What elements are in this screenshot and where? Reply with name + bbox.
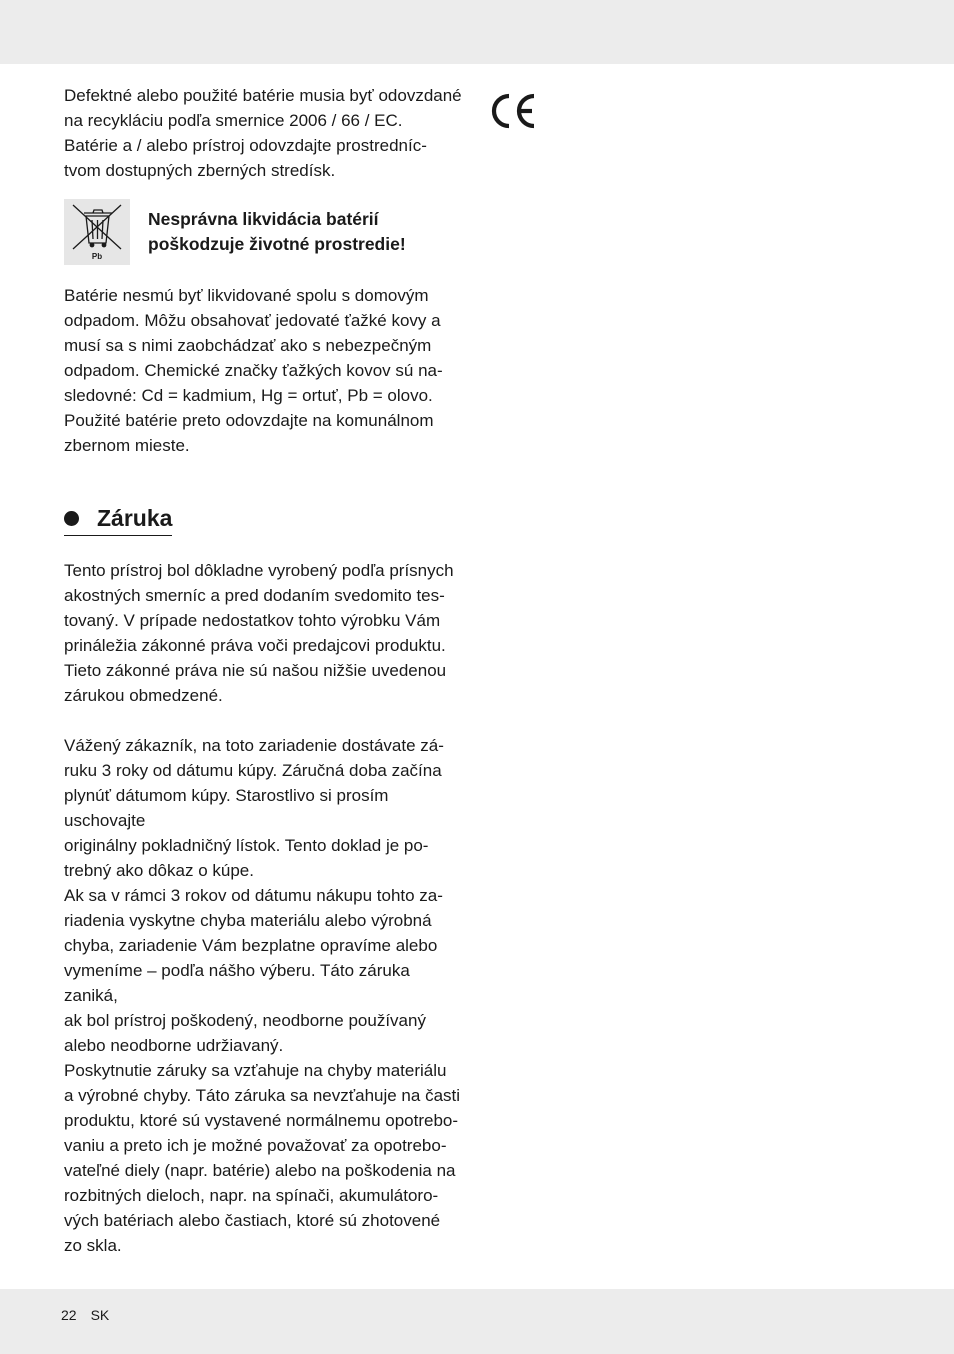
battery-warning-text: Nesprávna likvidácia batérií poškodzuje životné prostredie! <box>148 209 406 254</box>
warranty-paragraph-3: Ak sa v rámci 3 rokov od dátumu nákupu tohto za- riadenia vyskytne chyba materiálu alebo výrobná chyba, zariadenie Vám bezplatne opravíme alebo vymeníme – podľa nášho výberu. Táto záruka zaniká, ak bol prístroj poškodený, neodborne používaný alebo neodborne udržiavaný. <box>64 886 443 1055</box>
warranty-paragraph-1: Tento prístroj bol dôkladne vyrobený podľa prísnych akostných smerníc a pred dodaním svedomito tes- tovaný. V prípade nedostatkov tohto výrobku Vám prináležia zákonné práva voči predajcovi produktu. Tieto zákonné práva nie sú našou nižšie uvedenou zárukou obmedzené. <box>64 561 454 705</box>
page-number: 22 <box>61 1307 77 1323</box>
top-band <box>0 0 954 64</box>
page-footer <box>61 1305 123 1325</box>
warranty-paragraph-2: Vážený zákazník, na toto zariadenie dostávate zá- ruku 3 roky od dátumu kúpy. Záručná doba začína plynúť dátumom kúpy. Starostlivo si prosím uschovajte originálny pokladničný lístok. Tento doklad je po- trebný ako dôkaz o kúpe. <box>64 736 444 880</box>
warranty-heading-text: Záruka <box>97 505 173 531</box>
crossed-out-bin-icon <box>64 199 130 265</box>
language-code: SK <box>90 1307 110 1323</box>
bottom-band <box>0 1289 954 1354</box>
ce-mark-icon <box>488 92 538 130</box>
battery-paragraph-1: Defektné alebo použité batérie musia byť odovzdané na recykláciu podľa smernice 2006 / 66 / EC. Batérie a / alebo prístroj odovzdajte prostredníc- tvom dostupných zberných stredísk. <box>64 86 462 180</box>
bullet-icon <box>64 511 79 526</box>
warranty-heading <box>64 503 172 536</box>
battery-paragraph-2: Batérie nesmú byť likvidované spolu s domovým odpadom. Môžu obsahovať jedovaté ťažké kovy a musí sa s nimi zaobchádzať ako s nebezpečným odpadom. Chemické značky ťažkých kovov sú na- sledovné: Cd = kadmium, Hg = ortuť, Pb = olovo. Použité batérie preto odovzdajte na komunálnom zbernom mieste. <box>64 286 443 455</box>
warranty-paragraph-4: Poskytnutie záruky sa vzťahuje na chyby materiálu a výrobné chyby. Táto záruka sa nevzťahuje na časti produktu, ktoré sú vystavené normálnemu opotrebo- vaniu a preto ich je možné považovať za opotrebo- vateľné diely (napr. batérie) alebo na poškodenia na rozbitných dieloch, napr. na spínači, akumulátoro- vých batériach alebo častiach, ktoré sú zhotovené zo skla. <box>64 1061 461 1255</box>
warning-icon-label: Pb <box>91 252 103 261</box>
